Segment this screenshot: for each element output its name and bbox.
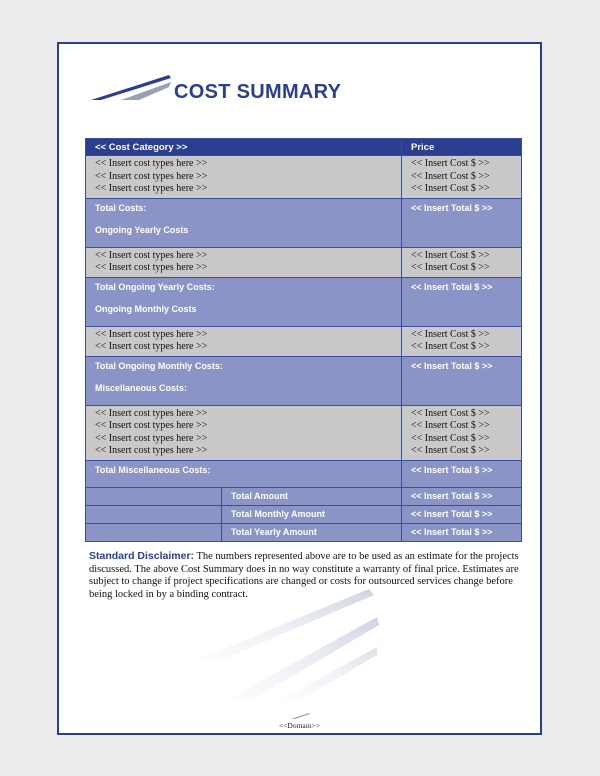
decorative-swoosh-icon xyxy=(199,589,379,704)
grand-total-row xyxy=(86,505,522,523)
cost-type-placeholder: << Insert cost types here >> xyxy=(95,158,208,169)
cost-items-row xyxy=(86,326,522,356)
cost-items-row xyxy=(86,156,522,199)
cost-prices-cell xyxy=(402,405,522,460)
header-cost-category: << Cost Category >> xyxy=(86,139,402,156)
cost-types-cell xyxy=(86,156,402,199)
cost-type-placeholder: << Insert cost types here >> xyxy=(95,420,208,431)
section-heading: Ongoing Monthly Costs xyxy=(95,303,197,314)
disclaimer xyxy=(89,550,519,601)
page-title: COST SUMMARY xyxy=(174,81,342,103)
section-total-row xyxy=(86,460,522,487)
document-page xyxy=(57,42,542,735)
grand-total-value: << Insert Total $ >> xyxy=(402,523,522,541)
cost-value-placeholder: << Insert Cost $ >> xyxy=(411,249,490,261)
cost-items-row xyxy=(86,247,522,277)
cost-type-placeholder: << Insert cost types here >> xyxy=(95,407,208,419)
section-total-label: Total Miscellaneous Costs: xyxy=(95,464,211,475)
grand-total-spacer xyxy=(86,523,222,541)
cost-value-placeholder: << Insert Cost $ >> xyxy=(411,445,490,456)
grand-total-value: << Insert Total $ >> xyxy=(402,487,522,505)
section-heading: Miscellaneous Costs: xyxy=(95,382,188,393)
grand-total-value: << Insert Total $ >> xyxy=(402,505,522,523)
cost-types-cell xyxy=(86,326,402,356)
section-total-label: Total Ongoing Monthly Costs: xyxy=(95,360,223,371)
cost-value-placeholder: << Insert Cost $ >> xyxy=(411,407,490,419)
section-total-row xyxy=(86,356,522,405)
section-total-row xyxy=(86,277,522,326)
header-price: Price xyxy=(402,139,522,156)
section-total-cell xyxy=(86,460,402,487)
cost-value-placeholder: << Insert Cost $ >> xyxy=(411,341,490,352)
cost-prices-cell xyxy=(402,326,522,356)
footer-swoosh-icon xyxy=(291,712,311,720)
cost-prices-cell xyxy=(402,247,522,277)
section-total-cell xyxy=(86,277,402,326)
section-total-value-cell xyxy=(402,277,522,326)
disclaimer-text: The numbers represented above are to be used as an estimate for the projects discussed. The above Cost Summary does in no way constitute a warranty of final price. Estimates are subject to change if project specifications are changed or costs for outsourced services change before being locked in by a binding contract. xyxy=(89,551,519,600)
section-total-value: << Insert Total $ >> xyxy=(411,360,493,371)
section-total-value-cell xyxy=(402,356,522,405)
grand-total-label: Total Yearly Amount xyxy=(222,523,402,541)
section-total-cell xyxy=(86,198,402,247)
section-total-value-cell xyxy=(402,460,522,487)
disclaimer-lead: Standard Disclaimer: xyxy=(89,550,195,562)
cost-types-cell xyxy=(86,247,402,277)
cost-type-placeholder: << Insert cost types here >> xyxy=(95,183,208,194)
cost-value-placeholder: << Insert Cost $ >> xyxy=(411,432,490,444)
section-total-value: << Insert Total $ >> xyxy=(411,281,493,292)
cost-summary-table xyxy=(85,138,522,542)
cost-value-placeholder: << Insert Cost $ >> xyxy=(411,420,490,431)
cost-items-row xyxy=(86,405,522,460)
cost-value-placeholder: << Insert Cost $ >> xyxy=(411,262,490,273)
cost-value-placeholder: << Insert Cost $ >> xyxy=(411,158,490,169)
section-heading: Ongoing Yearly Costs xyxy=(95,224,189,235)
cost-type-placeholder: << Insert cost types here >> xyxy=(95,445,208,456)
grand-total-spacer xyxy=(86,487,222,505)
section-total-value-cell xyxy=(402,198,522,247)
cost-prices-cell xyxy=(402,156,522,199)
swoosh-logo-icon xyxy=(91,72,171,102)
cost-type-placeholder: << Insert cost types here >> xyxy=(95,328,208,340)
section-total-cell xyxy=(86,356,402,405)
cost-type-placeholder: << Insert cost types here >> xyxy=(95,432,208,444)
grand-total-row xyxy=(86,523,522,541)
section-total-label: Total Ongoing Yearly Costs: xyxy=(95,281,215,292)
section-total-value: << Insert Total $ >> xyxy=(411,464,493,475)
cost-value-placeholder: << Insert Cost $ >> xyxy=(411,328,490,340)
grand-total-row xyxy=(86,487,522,505)
cost-type-placeholder: << Insert cost types here >> xyxy=(95,341,208,352)
cost-type-placeholder: << Insert cost types here >> xyxy=(95,249,208,261)
section-total-value: << Insert Total $ >> xyxy=(411,202,493,213)
cost-type-placeholder: << Insert cost types here >> xyxy=(95,262,208,273)
table-header-row xyxy=(86,139,522,156)
grand-total-spacer xyxy=(86,505,222,523)
grand-total-label: Total Monthly Amount xyxy=(222,505,402,523)
footer-domain: <<Domain>> xyxy=(278,721,321,730)
cost-types-cell xyxy=(86,405,402,460)
cost-value-placeholder: << Insert Cost $ >> xyxy=(411,183,490,194)
cost-type-placeholder: << Insert cost types here >> xyxy=(95,170,208,182)
section-total-row xyxy=(86,198,522,247)
cost-value-placeholder: << Insert Cost $ >> xyxy=(411,170,490,182)
section-total-label: Total Costs: xyxy=(95,202,147,213)
grand-total-label: Total Amount xyxy=(222,487,402,505)
